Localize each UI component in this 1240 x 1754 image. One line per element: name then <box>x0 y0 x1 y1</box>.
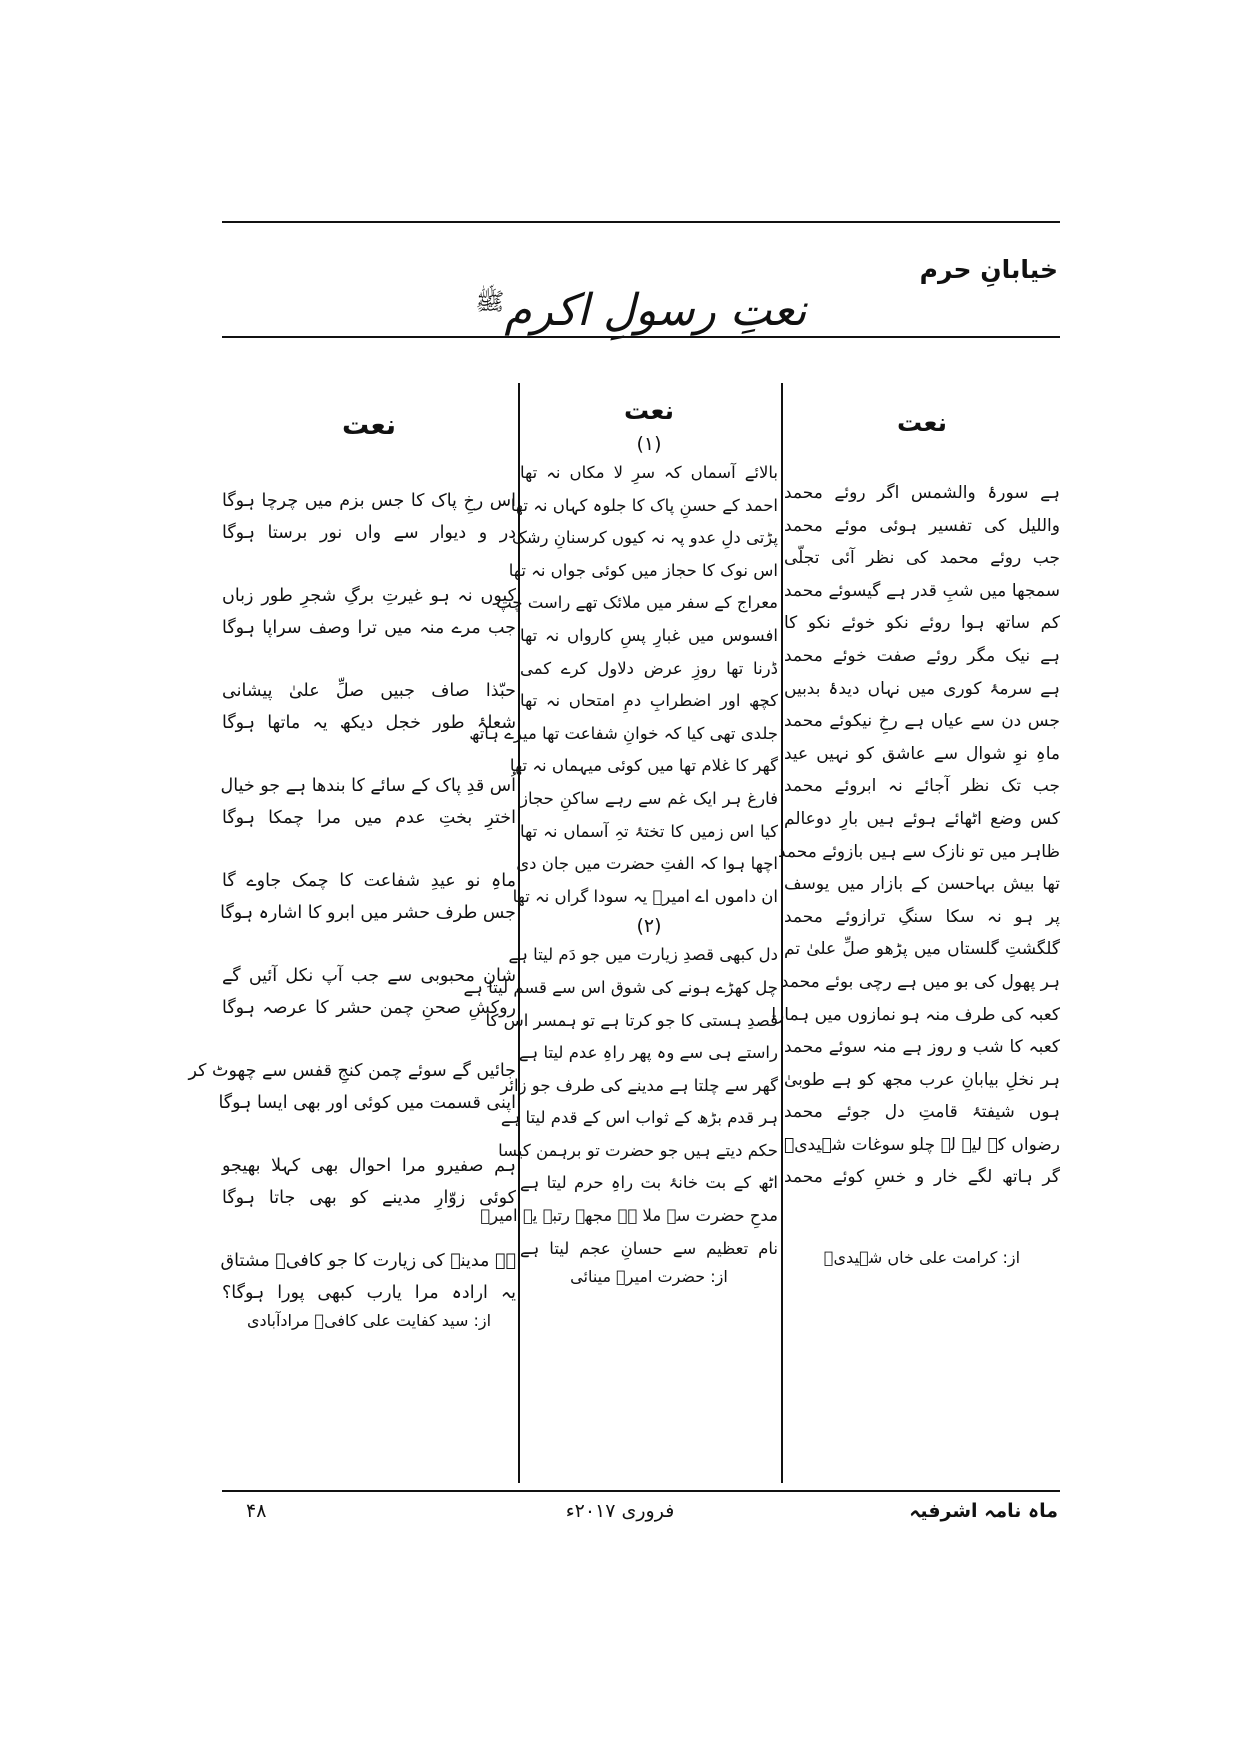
couplet-gap <box>222 1214 516 1245</box>
couplet-gap <box>222 549 516 580</box>
verse-line: راستے ہی سے وہ پھر راہِ عدم لیتا ہے <box>518 1043 778 1063</box>
column-title: نعت <box>342 410 396 441</box>
verse-line: ماہِ نو عیدِ شفاعت کا چمک جاوے گا <box>222 871 516 891</box>
column-divider-right <box>781 383 783 1483</box>
verse-line: نام تعظیم سے حسانِ عجم لیتا ہے <box>520 1238 778 1258</box>
verse-line: کم ساتھ ہوا روئے نکو خوئے نکو کا <box>784 613 1060 634</box>
couplet-gap <box>222 929 516 960</box>
verse-line: حکم دیتے ہیں جو حضرت تو برہمن کیسا <box>498 1140 778 1160</box>
verse-line: ہے سرمۂ کوری میں نہاں دیدۂ بدبیں <box>784 678 1060 699</box>
naat-column-right <box>771 388 1060 1478</box>
verse-line: اس رخِ پاک کا جس بزم میں چرچا ہوگا <box>222 491 516 511</box>
verse-line: کوئی زوّارِ مدینے کو بھی جاتا ہوگا <box>222 1188 516 1208</box>
verse-line: گھر کا غلام تھا میں کوئی میہماں نہ تھا <box>509 756 778 776</box>
verse-line: دل کبھی قصدِ زیارت میں جو دَم لیتا ہے <box>508 945 778 965</box>
verse-line: کعبہ کا شب و روز ہے منہ سوئے محمد <box>784 1037 1060 1058</box>
couplet-gap <box>222 1024 516 1055</box>
verse-line: افسوس میں غبارِ پسِ کارواں نہ تھا <box>520 625 778 645</box>
verse-line: جب روئے محمد کی نظر آئی تجلّی <box>784 548 1060 569</box>
verse-line: روکشِ صحنِ چمن حشر کا عرصہ ہوگا <box>222 998 516 1018</box>
verse-line: ہر پھول کی بو میں ہے رچی بوئے محمد <box>780 971 1060 992</box>
poet-credit: از: حضرت امیرؔ مینائی <box>570 1267 728 1287</box>
column-title: نعت <box>624 396 674 425</box>
verse-line: چل کھڑے ہونے کی شوق اس سے قسم لیتا ہے <box>463 977 778 997</box>
verse-line: ہر نخلِ بیابانِ عرب مجھ کو ہے طوبیٰ <box>784 1069 1060 1090</box>
verse-line: اُس قدِ پاک کے سائے کا بندھا ہے جو خیال <box>220 776 516 796</box>
verse-line: جس دن سے عیاں ہے رخِ نیکوئے محمد <box>784 711 1060 732</box>
verse-line: اخترِ بختِ عدم میں مرا چمکا ہوگا <box>222 808 516 828</box>
verse-line: سمجھا میں شبِ قدر ہے گیسوئے محمد <box>784 580 1060 601</box>
column-title: نعت <box>897 408 947 437</box>
couplet-gap <box>222 1119 516 1150</box>
page-title <box>222 285 1060 336</box>
verse-line: پڑتی دلِ عدو پہ نہ کیوں کرسنانِ رشک <box>511 528 778 548</box>
verse-line: واللیل کی تفسیر ہوئی موئے محمد <box>784 515 1060 536</box>
verse-line: جلدی تھی کیا کہ خوانِ شفاعت تھا میرے ہاتھ <box>469 723 778 743</box>
verse-line: اپنی قسمت میں کوئی اور بھی ایسا ہوگا <box>218 1093 516 1113</box>
verse-line: اچھا ہوا کہ الفتِ حضرت میں جان دی <box>516 854 778 874</box>
verse-line: جب تک نظر آجائے نہ ابروئے محمد <box>784 776 1060 797</box>
verse-line: گر ہاتھ لگے خار و خسِ کوئے محمد <box>784 1167 1060 1188</box>
honorific-glyph: ﷺ <box>475 287 505 316</box>
verse-line: کعبہ کی طرف منہ ہو نمازوں میں ہمارا <box>771 1004 1060 1025</box>
poet-credit: از: کرامت علی خاں شہیدیؔ <box>823 1248 1021 1268</box>
verse-line: قصدِ ہستی کا جو کرتا ہے تو ہمسر اس کا <box>485 1010 778 1030</box>
verse-line: جب مرے منہ میں ترا وصف سراپا ہوگا <box>222 618 516 638</box>
verse-line: جس طرف حشر میں ابرو کا اشارہ ہوگا <box>220 903 516 923</box>
verse-line: پر ہو نہ سکا سنگِ ترازوئے محمد <box>784 906 1060 927</box>
verse-line: ظاہر میں تو نازک سے ہیں بازوئے محمد <box>778 841 1060 862</box>
verse-line: کچھ اور اضطرابِ دمِ امتحاں نہ تھا <box>520 691 778 711</box>
verse-line: ہر قدم بڑھ کے ثواب اس کے قدم لیتا ہے <box>500 1108 778 1128</box>
title-text: نعتِ رسولِ اکرم <box>504 285 807 336</box>
verse-line: گلگشتِ گلستاں میں پڑھو صلِّ علیٰ تم <box>784 939 1060 960</box>
verse-line: ہوں شیفتۂ قامتِ دل جوئے محمد <box>784 1102 1060 1123</box>
verse-line: کس وضع اٹھائے ہوئے ہیں بارِ دوعالم <box>784 808 1060 829</box>
verse-list <box>188 485 516 1309</box>
verse-line: حبّذا صاف جبیں صلِّ علیٰ پیشانی <box>222 681 516 701</box>
verse-line: کیا اس زمیں کا تختۂ تہِ آسماں نہ تھا <box>520 821 778 841</box>
section-number: (۱) <box>636 433 662 455</box>
verse-list <box>469 457 778 913</box>
verse-line: معراج کے سفر میں ملائک تھے راست چپ <box>496 593 778 613</box>
verse-line: ماہِ نوِ شوال سے عاشق کو نہیں عید <box>784 743 1060 764</box>
verse-line: بالائے آسماں کہ سرِ لا مکاں نہ تھا <box>520 463 778 482</box>
verse-line: جائیں گے سوئے چمن کنجِ قفس سے چھوٹ کر <box>188 1061 516 1081</box>
verse-line: کیوں نہ ہو غیرتِ برگِ شجرِ طور زباں <box>222 586 516 606</box>
title-rule <box>222 336 1060 338</box>
verse-line: گھر سے چلتا ہے مدینے کی طرف جو زائر <box>500 1075 778 1095</box>
couplet-gap <box>222 834 516 865</box>
verse-line: ہے سورۂ والشمس اگر روئے محمد <box>784 483 1060 503</box>
verse-line: احمد کے حسنِ پاک کا جلوہ کہاں نہ تھا <box>510 495 778 515</box>
page-number: ۴۸ <box>246 1500 267 1522</box>
verse-line: ڈرنا تھا روزِ عرض دلاول کرے کمی <box>520 658 778 678</box>
couplet-gap <box>222 739 516 770</box>
verse-line: ہم صفیرو مرا احوال بھی کہلا بھیجو <box>222 1156 516 1176</box>
verse-line: فارغ ہر ایک غم سے رہے ساکنِ حجاز <box>520 788 778 808</box>
verse-line: تھا بیش بہاحسن کے بازار میں یوسف <box>784 874 1060 895</box>
verse-line: شانِ محبوبی سے جب آپ نکل آئیں گے <box>222 966 516 986</box>
verse-line: ہے مدینے کی زیارت کا جو کافیؔ مشتاق <box>220 1251 516 1271</box>
footer-rule <box>222 1490 1060 1492</box>
verse-list <box>771 477 1060 1194</box>
section-label: خیابانِ حرم <box>919 255 1058 284</box>
verse-line: اس نوک کا حجاز میں کوئی جواں نہ تھا <box>508 560 778 580</box>
naat-column-middle <box>463 388 778 1478</box>
verse-list <box>463 939 778 1265</box>
couplet-gap <box>222 644 516 675</box>
verse-line: شعلۂ طور خجل دیکھ یہ ماتھا ہوگا <box>222 713 516 733</box>
magazine-name: ماہ نامہ اشرفیہ <box>909 1500 1058 1522</box>
verse-line: مدحِ حضرت سے ملا ہے مجھے رتبہ یہ امیرؔ <box>480 1206 778 1226</box>
verse-line: یہ ارادہ مرا یارب کبھی پورا ہوگا؟ <box>222 1283 516 1303</box>
top-rule <box>222 221 1060 223</box>
verse-line: ان داموں اے امیرؔ یہ سودا گراں نہ تھا <box>512 886 778 906</box>
verse-line: رضواں کے لیے لے چلو سوغات شہیدیؔ <box>784 1134 1060 1155</box>
issue-date: فروری ۲۰۱۷ء <box>565 1500 675 1522</box>
verse-line: اٹھ کے بت خانۂ بت راہِ حرم لیتا ہے <box>520 1173 778 1193</box>
section-number: (۲) <box>636 915 662 938</box>
verse-line: در و دیوار سے واں نور برستا ہوگا <box>222 523 516 543</box>
naat-column-left <box>188 388 516 1478</box>
verse-line: ہے نیک مگر روئے صفت خوئے محمد <box>784 645 1060 666</box>
poet-credit: از: سید کفایت علی کافیؔ مرادآبادی <box>246 1311 492 1330</box>
